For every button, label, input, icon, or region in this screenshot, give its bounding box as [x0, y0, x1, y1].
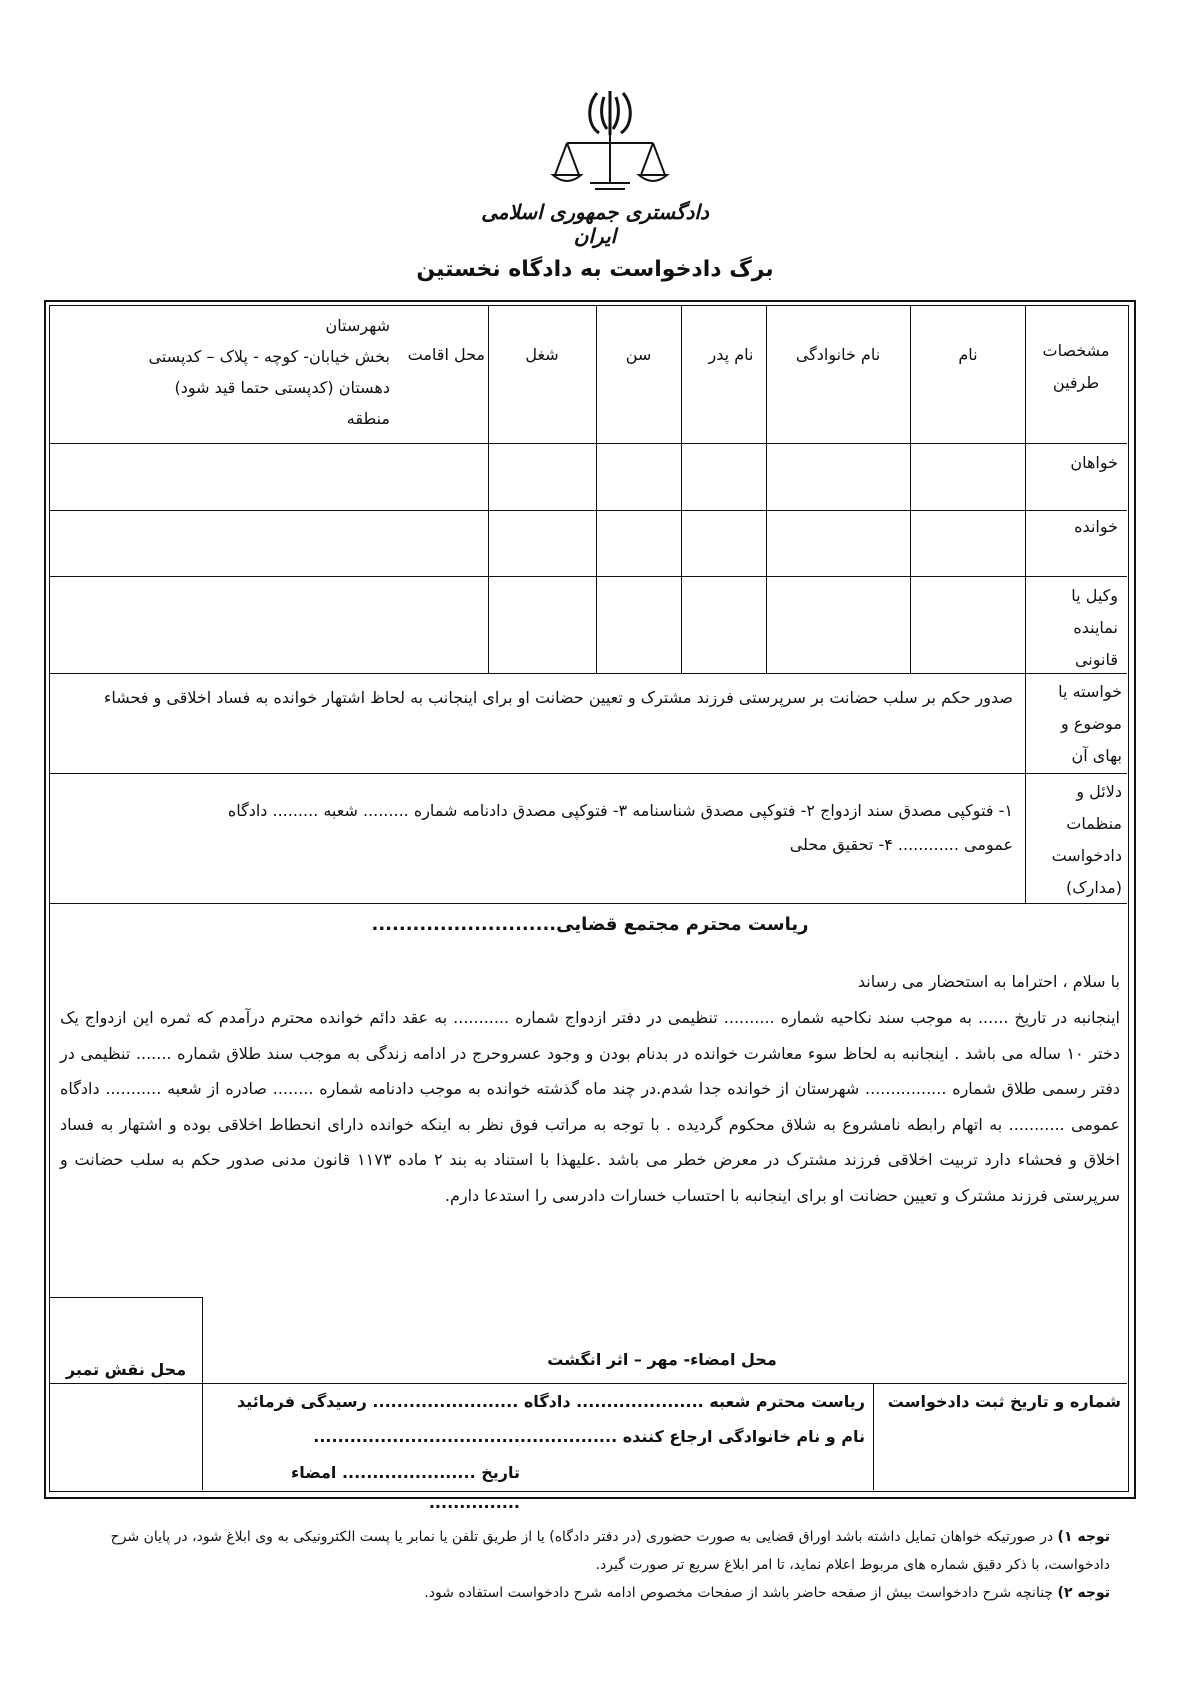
residence-detail-line: منطقه	[346, 409, 390, 428]
residence-detail-line: بخش خیابان- کوچه - پلاک – کدپستی	[148, 347, 390, 366]
evidence-label: دلائل و منظمات دادخواست (مدارک)	[1051, 782, 1122, 897]
note-1-label: توجه ۱)	[1057, 1529, 1110, 1545]
row-label-plaintiff: خواهان	[1070, 453, 1118, 472]
row-label-attorney: وکیل یا نماینده قانونی	[1071, 586, 1118, 669]
form-inner-border	[49, 305, 1129, 1492]
request-label: خواسته یا موضوع و بهای آن	[1058, 682, 1122, 765]
stamp-place-label: محل نقش تمبر	[65, 1360, 187, 1379]
col-parties-specs: مشخصات طرفین	[1042, 341, 1110, 392]
referral-line-2[interactable]: نام و نام خانوادگی ارجاع کننده ..................................................	[313, 1427, 865, 1446]
residence-detail-line: دهستان (کدپستی حتما قید شود)	[174, 378, 390, 397]
referral-line-3[interactable]: تاریخ ...................... امضاء ...............	[291, 1463, 520, 1512]
petition-body[interactable]: اینجانبه در تاریخ ...... به موجب سند نکاحیه شماره .......... تنظیمی در دفتر ازدواج شماره ........... به عقد دائم خوانده محترم درآمدم که ثمره این ازدواج یک دختر ۱۰ ساله می باشد . اینجانبه به لحاظ سوء معاشرت خوانده در بدنام بودن و وجود عسروحرج در ادامه زندگی به موجب سند طلاق شماره ....... تنظیمی در دفتر رسمی طلاق شماره ................ شهرستان از خوانده جدا شدم.در چند ماه گذشته خوانده به موجب دادنامه شماره ........ صادره از شعبه ........... دادگاه عمومی ........... به اتهام رابطه نامشروع به شلاق محکوم گردیده . با توجه به مراتب فوق نظر به اینکه خوانده دارای انحطاط اخلاقی بوده و اشتهار به فساد اخلاق و فحشاء دارد تربیت اخلاقی فرزند مشترک در معرض خطر می باشد .علیهذا با استناد به بند ۲ ماده ۱۱۷۳ قانون مدنی صدور حکم به سلب حضانت و سرپرستی فرزند مشترک و تعیین حضانت او برای اینجانبه با احتساب خسارات دادرسی را استدعا دارم.	[60, 1008, 1121, 1205]
referral-line-1[interactable]: ریاست محترم شعبه ..................... دادگاه ........................ رسیدگی فرمائید	[236, 1392, 865, 1411]
col-occupation: شغل	[525, 345, 559, 364]
col-first-name: نام	[958, 345, 978, 364]
col-father-name: نام پدر	[708, 345, 754, 364]
registration-label: شماره و تاریخ ثبت دادخواست	[887, 1392, 1121, 1411]
addressee: ریاست محترم مجتمع قضایی...........................	[371, 914, 809, 935]
form-notes	[70, 1523, 1110, 1607]
col-residence-details	[60, 310, 390, 434]
note-2	[70, 1579, 1110, 1607]
judiciary-emblem-text: دادگستری جمهوری اسلامی ایران	[481, 200, 709, 248]
residence-detail-line: شهرستان	[325, 316, 390, 335]
evidence-line-1[interactable]: ۱- فتوکپی مصدق سند ازدواج ۲- فتوکپی مصدق شناسنامه ۳- فتوکپی مصدق دادنامه شماره ......... شعبه ......... دادگاه	[227, 801, 1013, 820]
judiciary-emblem-logo	[545, 85, 675, 215]
evidence-line-2[interactable]: عمومی ............ ۴- تحقیق محلی	[789, 835, 1013, 854]
row-label-defendant: خوانده	[1074, 517, 1118, 536]
note-1	[70, 1523, 1110, 1579]
note-2-text: چنانچه شرح دادخواست بیش از صفحه حاضر باشد از صفحات مخصوص ادامه شرح دادخواست استفاده شود.	[424, 1585, 1054, 1601]
greeting[interactable]: با سلام ، احتراما به استحضار می رساند	[857, 972, 1120, 991]
signature-place-label: محل امضاء- مهر – اثر انگشت	[547, 1350, 777, 1369]
request-text[interactable]: صدور حکم بر سلب حضانت بر سرپرستی فرزند مشترک و تعیین حضانت او برای اینجانب به لحاظ اشتهار خوانده به فساد اخلاقی و فحشاء	[103, 688, 1013, 707]
col-age: سن	[625, 345, 652, 364]
note-1-text: در صورتیکه خواهان تمایل داشته باشد اوراق قضایی به صورت حضوری (در دفتر دادگاه) یا از طریق تلفن یا نمابر یا پست الکترونیکی به وی ابلاغ شود، در پایان شرح دادخواست، با ذکر دقیق شماره های مربوط اعلام نماید، تا امر ابلاغ سریع تر صورت گیرد.	[110, 1529, 1110, 1573]
col-residence: محل اقامت	[407, 345, 485, 364]
col-family-name: نام خانوادگی	[795, 345, 881, 364]
note-2-label: توجه ۲)	[1057, 1585, 1110, 1601]
form-title: برگ دادخواست به دادگاه نخستین	[416, 257, 774, 282]
